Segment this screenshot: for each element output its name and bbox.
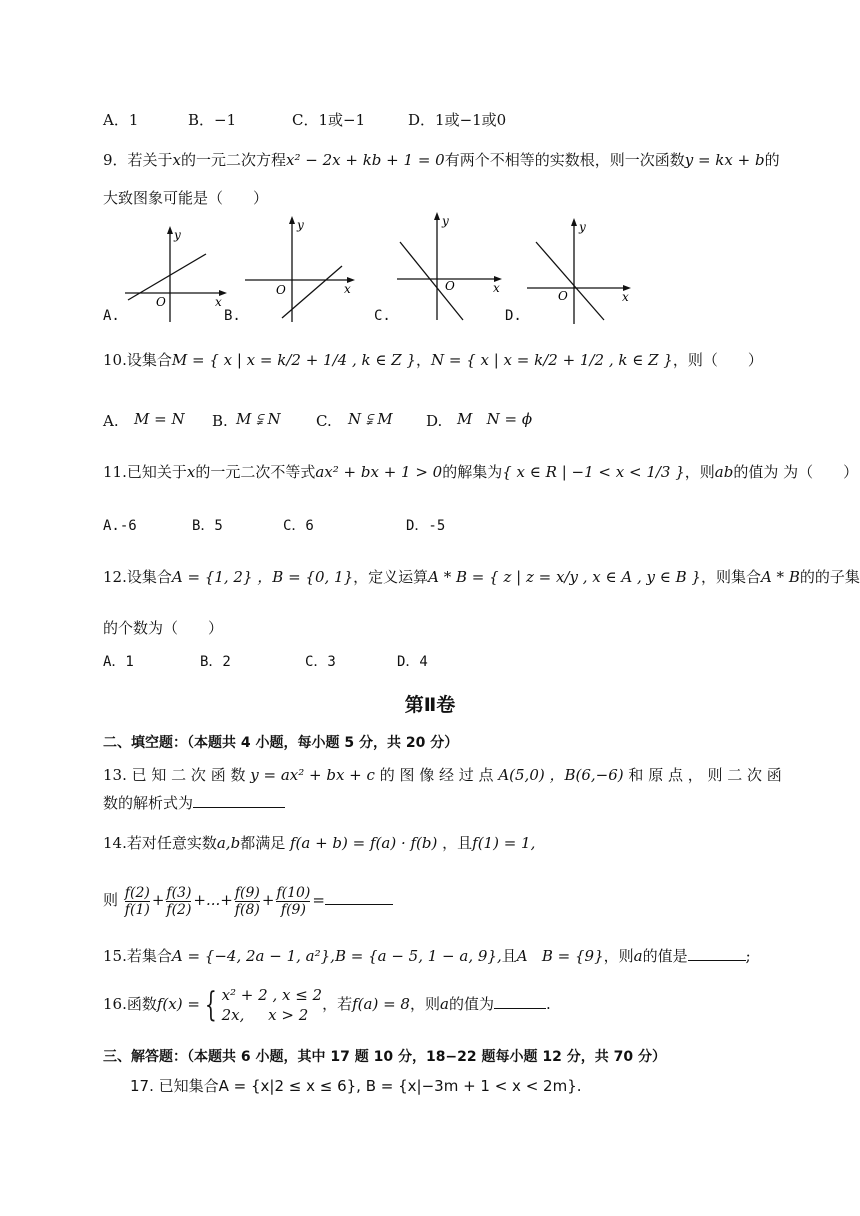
q8-option-a: A．1 (103, 111, 139, 129)
q14-line2: 则 $\frac{f(2)}{f(1)}$ + $\frac{f(3)}{f(2)}$ +...+ $\frac{f(9)}{f(8)}$ + $\frac{f(10)}{f(9)}$ = (103, 878, 393, 922)
graph-a-label: A. (103, 308, 120, 324)
graph-c (395, 210, 505, 322)
q15-line: 15.若集合A = {−4, 2a − 1, a²},B = {a − 5, 1 − a, 9},且A B = {9}，则a的值是 ; (103, 947, 751, 965)
q10-opt-b-label: B. (212, 412, 228, 430)
svg-text:x: x (622, 290, 629, 304)
svg-text:x: x (344, 282, 351, 296)
svg-text:O: O (276, 283, 286, 297)
q10-opt-a-label: A. (103, 412, 119, 430)
q12-option-b: B．2 (200, 654, 231, 670)
q12-option-c: C．3 (305, 654, 336, 670)
q11-option-a: A.-6 (103, 518, 137, 534)
q10-opt-c: N ⫋ M (348, 410, 393, 428)
svg-text:O: O (156, 295, 166, 309)
q11-line: 11.已知关于x的一元二次不等式ax² + bx + 1 > 0的解集为{ x ∈ R | −1 < x < 1/3 }，则ab的值为 为（ ） (103, 463, 859, 481)
section2-heading: 二、填空题：（本题共 4 小题，每小题 5 分，共 20 分） (103, 735, 459, 751)
q9-line1: 9．若关于x的一元二次方程x² − 2x + kb + 1 = 0有两个不相等的实数根，则一次函数y = kx + b的 (103, 151, 780, 169)
q10-line: 10.设集合M = { x | x = k/2 + 1/4 , k ∈ Z }，N = { x | x = k/2 + 1/2 , k ∈ Z }，则（ ） (103, 351, 763, 369)
q13-line2: 数的解析式为 (103, 793, 285, 813)
graph-a (120, 224, 230, 324)
svg-text:x: x (215, 295, 222, 309)
q10-opt-c-label: C. (316, 412, 332, 430)
part2-title: 第Ⅱ卷 (404, 694, 456, 716)
q13-answer-blank[interactable] (193, 807, 285, 808)
q10-opt-a: M = N (134, 410, 185, 428)
q13-line1: 13. 已 知 二 次 函 数 y = ax² + bx + c 的 图 像 经 过 点 A(5,0) ，B(6,−6) 和 原 点 ， 则 二 次 函 (103, 766, 782, 784)
q10-opt-d-label: D. (426, 412, 443, 430)
q11-option-b: B．5 (192, 518, 223, 534)
q16-piecewise: x² + 2 , x ≤ 2 2x, x > 2 (221, 986, 323, 1024)
q8-option-d: D．1或−1或0 (408, 111, 507, 129)
graph-d (524, 216, 636, 326)
graph-b-label: B. (224, 308, 241, 324)
graph-c-label: C. (374, 308, 391, 324)
q10-opt-d: M N = ϕ (457, 410, 533, 428)
svg-text:y: y (297, 218, 304, 232)
q17-line: 17. 已知集合A = {x|2 ≤ x ≤ 6}, B = {x|−3m + 1 < x < 2m}. (130, 1077, 582, 1095)
q10-set-m: M = { x | x = k/2 + 1/4 , k ∈ Z } (171, 351, 416, 369)
q10-set-n: N = { x | x = k/2 + 1/2 , k ∈ Z } (430, 351, 673, 369)
q12-option-d: D．4 (397, 654, 428, 670)
q10-opt-b: M ⫋ N (236, 410, 281, 428)
svg-text:O: O (445, 279, 455, 293)
q14-line1: 14.若对任意实数a,b都满足 f(a + b) = f(a) · f(b) ，且f(1) = 1, (103, 834, 536, 852)
q11-option-d: D．-5 (406, 518, 446, 534)
q12-option-a: A．1 (103, 654, 134, 670)
q9-line2: 大致图象可能是（ ） (103, 189, 269, 207)
svg-text:y: y (442, 214, 449, 228)
section3-heading: 三、解答题：（本题共 6 小题，其中 17 题 10 分，18−22 题每小题 12 分，共 70 分） (103, 1049, 666, 1065)
q8-option-b: B．−1 (188, 111, 237, 129)
q15-answer-blank[interactable] (688, 960, 746, 961)
q16-answer-blank[interactable] (494, 1008, 546, 1009)
q12-line1: 12.设集合A = {1, 2} ，B = {0, 1}，定义运算A * B = { z | z = x/y , x ∈ A , y ∈ B }，则集合A * B的的子集 (103, 568, 860, 586)
q12-line2: 的个数为（ ） (103, 619, 224, 637)
q8-option-c: C．1或−1 (292, 111, 366, 129)
q14-sum: $\frac{f(2)}{f(1)}$ + $\frac{f(3)}{f(2)}$ +...+ $\frac{f(9)}{f(8)}$ + $\frac{f(10)}{f(9)}$ = (124, 884, 325, 918)
svg-text:O: O (558, 289, 568, 303)
q16-line: 16.函数f(x) = { x² + 2 , x ≤ 2 2x, x > 2 ，若f(a) = 8，则a的值为 . (103, 985, 551, 1025)
svg-text:y: y (579, 220, 586, 234)
q14-answer-blank[interactable] (325, 904, 393, 905)
graph-b (242, 214, 357, 324)
svg-text:x: x (493, 281, 500, 295)
graph-d-label: D. (505, 308, 522, 324)
svg-text:y: y (174, 228, 181, 242)
q11-option-c: C．6 (283, 518, 314, 534)
